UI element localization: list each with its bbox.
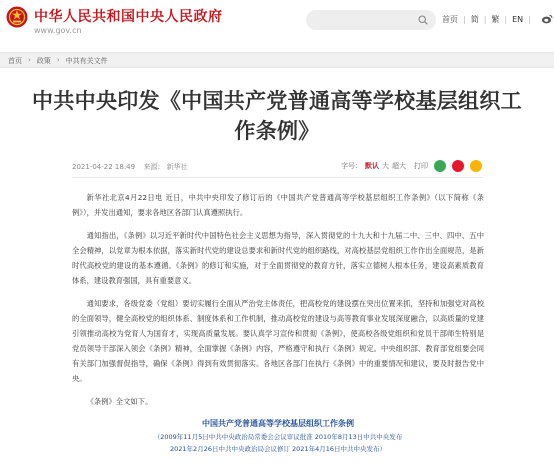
site-title[interactable]: 中华人民共和国中央人民政府 — [34, 9, 223, 25]
source-value: 新华社 — [166, 163, 188, 171]
paragraph: 通知要求，各级党委（党组）要切实履行全面从严治党主体责任，把高校党的建设摆在突出位置来抓，坚持和加强党对高校的全面领导，健全高校党的组织体系、制度体系和工作机制，推动高校党的建设与高等教育事业发展深度融合，以高质量的党建引领推动高校为党育人为国育才，实现高质量发展。要认真学习宣传和贯彻《条例》，使高校各级党组织和党员干部师生特别是党员领导干部深入领会《条例》精神，全面掌握《条例》内容，严格遵守和执行《条例》规定。中央组织部、教育部党组要会同有关部门加强督促指导，确保《条例》得到有效贯彻落实。各地区各部门在执行《条例》中的重要情况和建议，要及时报告党中央。 — [72, 299, 484, 383]
link-simplified[interactable]: 简 — [470, 14, 479, 24]
search-input[interactable] — [314, 12, 414, 28]
share-qzone-icon[interactable] — [470, 160, 482, 172]
breadcrumb — [8, 56, 108, 66]
font-size-xlarge[interactable]: 超大 — [392, 162, 406, 170]
meta-tools — [341, 160, 482, 172]
site-header — [0, 0, 554, 48]
top-links — [442, 13, 554, 25]
article-body — [72, 190, 484, 455]
source-label: 来源： — [143, 163, 165, 171]
regulation-note: 2021年2月26日中共中央政治局会议修订 2021年4月16日中共中央发布） — [170, 445, 386, 453]
link-traditional[interactable]: 繁 — [491, 14, 500, 24]
site-url: www.gov.cn — [34, 26, 82, 35]
font-size-large[interactable]: 大 — [382, 162, 389, 170]
regulation-title: 中国共产党普通高等学校基层组织工作条例 — [202, 419, 354, 428]
divider: | — [504, 14, 508, 24]
breadcrumb-party-documents[interactable]: 中共有关文件 — [65, 57, 108, 65]
search-box — [306, 10, 436, 30]
weibo-icon[interactable] — [541, 13, 553, 25]
search-icon[interactable] — [418, 15, 428, 25]
share-weibo-icon[interactable] — [452, 160, 464, 172]
font-size-label: 字号： — [341, 162, 362, 170]
publish-date: 2021-04-22 18:49 — [72, 163, 136, 171]
divider: | — [483, 14, 487, 24]
breadcrumb-separator: › — [56, 56, 60, 64]
divider: | — [528, 14, 531, 24]
meta-info — [72, 162, 188, 172]
breadcrumb-home[interactable]: 首页 — [8, 57, 22, 65]
regulation-note: （2009年11月5日中共中央政治局常委会会议审议批准 2010年8月13日中共中央发布 — [153, 433, 403, 441]
breadcrumb-bar — [0, 52, 554, 68]
breadcrumb-separator: › — [28, 56, 31, 64]
article-title: 中共中央印发《中国共产党普通高等学校基层组织工作条例》 — [32, 89, 522, 143]
national-emblem-icon[interactable] — [6, 6, 28, 28]
article-meta — [72, 160, 482, 178]
link-home[interactable]: 首页 — [442, 14, 458, 24]
divider: | — [463, 14, 466, 24]
paragraph: 通知指出，《条例》以习近平新时代中国特色社会主义思想为指导，深入贯彻党的十九大和十九届二中、三中、四中、五中全会精神，以党章为根本依据，落实新时代党的建设总要求和新时代党的组织路线，对高校基层党组织工作作出全面规范，是新时代高校党的建设的基本遵循。《条例》的修订和实施，对于全面贯彻党的教育方针，落实立德树人根本任务，建设高素质教育体系，建设教育强国，具有重要意义。 — [72, 231, 484, 285]
paragraph: 新华社北京4月22日电 近日，中共中央印发了修订后的《中国共产党普通高等学校基层组织工作条例》（以下简称《条例》），并发出通知，要求各地区各部门认真遵照执行。 — [72, 193, 484, 217]
share-wechat-icon[interactable] — [434, 160, 446, 172]
breadcrumb-policy[interactable]: 政策 — [36, 57, 51, 65]
print-link[interactable]: 打印 — [414, 162, 428, 170]
paragraph: 《条例》全文如下。 — [86, 397, 153, 406]
font-size-default[interactable]: 默认 — [365, 162, 379, 170]
link-english[interactable]: EN — [512, 14, 524, 24]
